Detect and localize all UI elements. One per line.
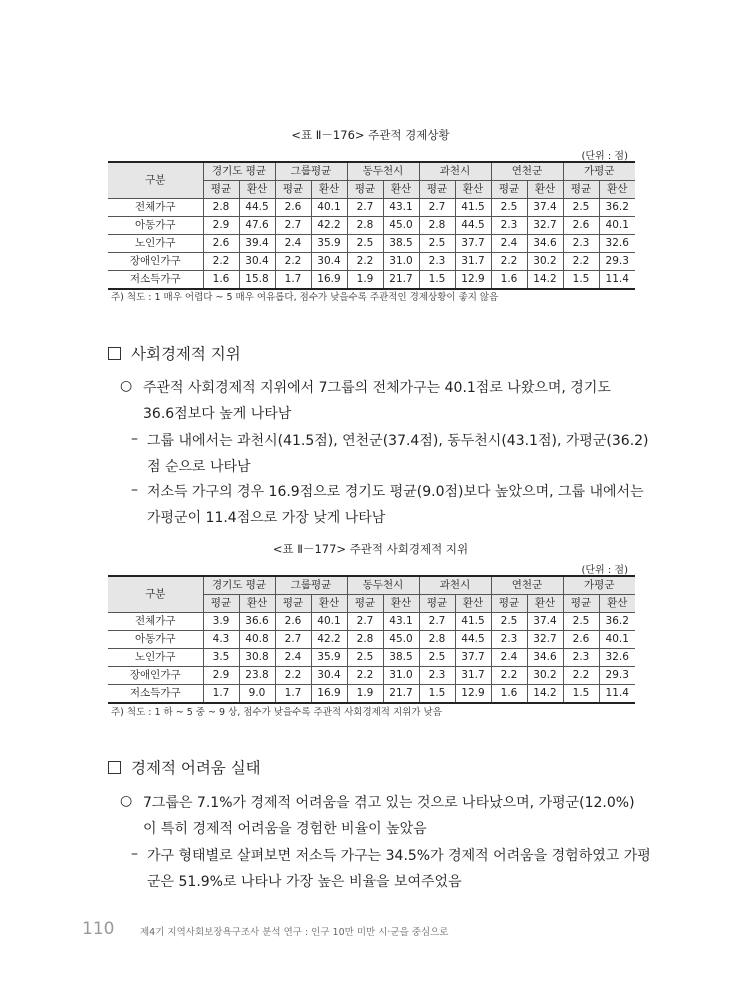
table-row <box>108 613 635 631</box>
table-row <box>108 631 635 649</box>
sub-column-header: 평균 <box>203 181 239 199</box>
table-cell: 30.4 <box>311 253 347 271</box>
table-cell: 44.5 <box>455 631 491 649</box>
table2-caption: <표 Ⅱ－177> 주관적 사회경제적 지위 <box>272 542 469 556</box>
section1-o-line1: 주관적 사회경제적 지위에서 7그룹의 전체가구는 40.1점로 나왔으며, 경기도 <box>143 380 611 396</box>
sub-column-header: 평균 <box>275 595 311 613</box>
table-cell: 2.3 <box>563 235 599 253</box>
table-cell: 11.4 <box>599 271 635 290</box>
table-cell: 2.4 <box>491 235 527 253</box>
table-cell: 30.8 <box>239 649 275 667</box>
column-header: 가평군 <box>563 576 635 595</box>
column-header: 가평군 <box>563 162 635 181</box>
table-cell: 29.3 <box>599 667 635 685</box>
sub-column-header: 평균 <box>347 181 383 199</box>
table-row <box>108 271 635 290</box>
table-cell: 16.9 <box>311 685 347 704</box>
circle-bullet-icon: ○ <box>120 793 133 809</box>
table-cell: 2.3 <box>563 649 599 667</box>
table-row <box>108 235 635 253</box>
table-cell: 37.4 <box>527 199 563 217</box>
table-cell: 2.2 <box>203 253 239 271</box>
table-cell: 38.5 <box>383 649 419 667</box>
table-cell: 2.3 <box>491 631 527 649</box>
table-cell: 1.9 <box>347 685 383 704</box>
column-header: 그룹평균 <box>275 162 347 181</box>
table-cell: 43.1 <box>383 199 419 217</box>
table-cell: 29.3 <box>599 253 635 271</box>
table-cell: 2.8 <box>419 217 455 235</box>
section1-heading <box>108 342 241 364</box>
table-cell: 37.7 <box>455 649 491 667</box>
sub-column-header: 평균 <box>347 595 383 613</box>
table-cell: 2.5 <box>347 235 383 253</box>
table-cell: 9.0 <box>239 685 275 704</box>
table-cell: 38.5 <box>383 235 419 253</box>
table-cell: 3.9 <box>203 613 239 631</box>
table-cell: 1.6 <box>491 685 527 704</box>
table-row <box>108 667 635 685</box>
table-cell: 35.9 <box>311 235 347 253</box>
section2-heading <box>108 756 261 778</box>
table-cell: 1.5 <box>563 271 599 290</box>
table-cell: 2.5 <box>419 649 455 667</box>
table-row <box>108 217 635 235</box>
table2-header <box>108 576 635 613</box>
table-cell: 2.3 <box>419 253 455 271</box>
sub-column-header: 환산 <box>599 595 635 613</box>
table-cell: 34.6 <box>527 235 563 253</box>
table1-note: 주) 척도 : 1 매우 어렵다 ~ 5 매우 여유롭다, 점수가 낮을수록 주관적인 경제상황이 좋지 않음 <box>111 292 499 303</box>
table-cell: 2.2 <box>347 667 383 685</box>
section1-dash1-line2: 점 순으로 나타남 <box>147 459 251 475</box>
table-cell: 2.6 <box>275 613 311 631</box>
table-cell: 41.5 <box>455 199 491 217</box>
column-header: 연천군 <box>491 576 563 595</box>
table-cell: 2.5 <box>563 613 599 631</box>
table-cell: 30.2 <box>527 667 563 685</box>
sub-column-header: 평균 <box>563 595 599 613</box>
table-cell: 36.6 <box>239 613 275 631</box>
table-cell: 2.8 <box>203 199 239 217</box>
page-number: 110 <box>82 919 115 939</box>
section1-dash2-line2: 가평군이 11.4점으로 가장 낮게 나타남 <box>147 510 386 526</box>
table-cell: 2.7 <box>419 199 455 217</box>
table-cell: 2.6 <box>275 199 311 217</box>
table-cell: 3.5 <box>203 649 239 667</box>
sub-column-header: 평균 <box>275 181 311 199</box>
table-cell: 45.0 <box>383 631 419 649</box>
table-cell: 44.5 <box>239 199 275 217</box>
row-label: 장애인가구 <box>108 667 203 685</box>
table-cell: 36.2 <box>599 199 635 217</box>
column-header: 과천시 <box>419 162 491 181</box>
table-cell: 2.3 <box>419 667 455 685</box>
table-cell: 2.8 <box>347 217 383 235</box>
sub-column-header: 환산 <box>527 595 563 613</box>
table-row <box>108 685 635 704</box>
column-header: 경기도 평균 <box>203 576 275 595</box>
table-cell: 30.2 <box>527 253 563 271</box>
sub-column-header: 평균 <box>203 595 239 613</box>
table-cell: 14.2 <box>527 685 563 704</box>
table-cell: 2.4 <box>275 649 311 667</box>
checkbox-square-icon <box>108 761 121 774</box>
footer-text: 제4기 지역사회보장욕구조사 분석 연구 : 인구 10만 미만 시·군을 중심으로 <box>140 927 449 938</box>
header-group-cell: 구분 <box>108 576 203 613</box>
table2-note: 주) 척도 : 1 하 ~ 5 중 ~ 9 상, 점수가 낮을수록 주관적 사회경제적 지위가 낮음 <box>111 707 442 718</box>
row-label: 저소득가구 <box>108 271 203 290</box>
column-header: 동두천시 <box>347 576 419 595</box>
table-cell: 2.5 <box>347 649 383 667</box>
checkbox-square-icon <box>108 347 121 360</box>
table-cell: 32.7 <box>527 217 563 235</box>
sub-column-header: 환산 <box>599 181 635 199</box>
table-cell: 39.4 <box>239 235 275 253</box>
table-cell: 34.6 <box>527 649 563 667</box>
table-cell: 1.7 <box>275 271 311 290</box>
sub-column-header: 환산 <box>527 181 563 199</box>
table-cell: 2.7 <box>275 631 311 649</box>
table2-body <box>108 613 635 704</box>
table-cell: 1.9 <box>347 271 383 290</box>
table-cell: 2.7 <box>347 199 383 217</box>
table-row <box>108 199 635 217</box>
table-cell: 31.7 <box>455 667 491 685</box>
table2 <box>108 575 635 704</box>
table-cell: 2.5 <box>419 235 455 253</box>
table-cell: 2.5 <box>491 199 527 217</box>
table-cell: 31.0 <box>383 253 419 271</box>
sub-column-header: 환산 <box>311 595 347 613</box>
table-cell: 2.2 <box>491 667 527 685</box>
table-cell: 12.9 <box>455 271 491 290</box>
table-cell: 2.9 <box>203 217 239 235</box>
table-cell: 1.5 <box>563 685 599 704</box>
table-cell: 2.2 <box>275 253 311 271</box>
table1-header <box>108 162 635 199</box>
table-cell: 1.7 <box>203 685 239 704</box>
table-cell: 40.1 <box>599 631 635 649</box>
table-cell: 30.4 <box>311 667 347 685</box>
row-label: 아동가구 <box>108 631 203 649</box>
table-cell: 16.9 <box>311 271 347 290</box>
table-cell: 23.8 <box>239 667 275 685</box>
table-cell: 31.7 <box>455 253 491 271</box>
section1-dash1-line1: 그룹 내에서는 과천시(41.5점), 연천군(37.4점), 동두천시(43.1점), 가평군(36.2) <box>147 433 649 449</box>
table-cell: 47.6 <box>239 217 275 235</box>
row-label: 저소득가구 <box>108 685 203 704</box>
row-label: 노인가구 <box>108 235 203 253</box>
table-cell: 2.6 <box>203 235 239 253</box>
sub-column-header: 평균 <box>491 595 527 613</box>
table-cell: 2.5 <box>491 613 527 631</box>
table-cell: 32.6 <box>599 235 635 253</box>
table-row <box>108 649 635 667</box>
table-cell: 32.6 <box>599 649 635 667</box>
row-label: 장애인가구 <box>108 253 203 271</box>
sub-column-header: 환산 <box>383 595 419 613</box>
section2-dash1-line2: 군은 51.9%로 나타나 가장 높은 비율을 보여주었음 <box>147 874 462 890</box>
table-cell: 2.2 <box>275 667 311 685</box>
table-cell: 2.7 <box>419 613 455 631</box>
table-cell: 2.7 <box>275 217 311 235</box>
table-cell: 15.8 <box>239 271 275 290</box>
dash-bullet-icon: – <box>131 846 138 862</box>
sub-column-header: 환산 <box>383 181 419 199</box>
table-cell: 40.1 <box>311 613 347 631</box>
section2-o-line1: 7그룹은 7.1%가 경제적 어려움을 겪고 있는 것으로 나타났으며, 가평군(12.0%) <box>143 795 635 811</box>
section2-o-line2: 이 특히 경제적 어려움을 경험한 비율이 높았음 <box>143 821 427 837</box>
table-cell: 42.2 <box>311 217 347 235</box>
table-cell: 2.5 <box>563 199 599 217</box>
table-cell: 1.6 <box>491 271 527 290</box>
section2-title: 경제적 어려움 실태 <box>131 759 261 777</box>
table-cell: 30.4 <box>239 253 275 271</box>
section2-dash1-line1: 가구 형태별로 살펴보면 저소득 가구는 34.5%가 경제적 어려움을 경험하였고 가평 <box>147 848 651 864</box>
section1-dash2-line1: 저소득 가구의 경우 16.9점으로 경기도 평균(9.0점)보다 높았으며, 그룹 내에서는 <box>147 484 644 500</box>
table-cell: 35.9 <box>311 649 347 667</box>
table-cell: 2.2 <box>563 667 599 685</box>
table-cell: 2.9 <box>203 667 239 685</box>
table-cell: 43.1 <box>383 613 419 631</box>
sub-column-header: 평균 <box>563 181 599 199</box>
table-cell: 41.5 <box>455 613 491 631</box>
table-cell: 42.2 <box>311 631 347 649</box>
row-label: 전체가구 <box>108 613 203 631</box>
table-cell: 1.6 <box>203 271 239 290</box>
table-cell: 40.8 <box>239 631 275 649</box>
table-cell: 14.2 <box>527 271 563 290</box>
table-row <box>108 253 635 271</box>
column-header: 연천군 <box>491 162 563 181</box>
table-cell: 2.2 <box>347 253 383 271</box>
section1-title: 사회경제적 지위 <box>131 345 241 363</box>
sub-column-header: 평균 <box>419 595 455 613</box>
row-label: 아동가구 <box>108 217 203 235</box>
row-label: 전체가구 <box>108 199 203 217</box>
table-cell: 40.1 <box>311 199 347 217</box>
column-header: 과천시 <box>419 576 491 595</box>
sub-column-header: 환산 <box>455 181 491 199</box>
table-cell: 37.4 <box>527 613 563 631</box>
table-cell: 2.2 <box>491 253 527 271</box>
table-cell: 2.4 <box>275 235 311 253</box>
column-header: 그룹평균 <box>275 576 347 595</box>
sub-column-header: 환산 <box>239 181 275 199</box>
table-cell: 31.0 <box>383 667 419 685</box>
dash-bullet-icon: – <box>131 482 138 498</box>
header-group-cell: 구분 <box>108 162 203 199</box>
table-cell: 2.3 <box>491 217 527 235</box>
table-cell: 2.7 <box>347 613 383 631</box>
table2-unit: (단위 : 점) <box>581 565 628 576</box>
table-cell: 2.2 <box>563 253 599 271</box>
table-cell: 2.8 <box>347 631 383 649</box>
circle-bullet-icon: ○ <box>120 378 133 394</box>
table-cell: 21.7 <box>383 685 419 704</box>
table-cell: 2.6 <box>563 217 599 235</box>
table1 <box>108 161 635 290</box>
table-cell: 2.6 <box>563 631 599 649</box>
table-cell: 1.5 <box>419 685 455 704</box>
sub-column-header: 환산 <box>311 181 347 199</box>
table-cell: 32.7 <box>527 631 563 649</box>
sub-column-header: 환산 <box>239 595 275 613</box>
table-cell: 1.5 <box>419 271 455 290</box>
table-cell: 37.7 <box>455 235 491 253</box>
sub-column-header: 환산 <box>455 595 491 613</box>
table-cell: 21.7 <box>383 271 419 290</box>
table1-body <box>108 199 635 290</box>
table-cell: 11.4 <box>599 685 635 704</box>
table-cell: 45.0 <box>383 217 419 235</box>
table-cell: 44.5 <box>455 217 491 235</box>
table-cell: 12.9 <box>455 685 491 704</box>
table-cell: 36.2 <box>599 613 635 631</box>
column-header: 동두천시 <box>347 162 419 181</box>
section1-o-line2: 36.6점보다 높게 나타남 <box>143 406 292 422</box>
table-cell: 40.1 <box>599 217 635 235</box>
row-label: 노인가구 <box>108 649 203 667</box>
table1-caption: <표 Ⅱ－176> 주관적 경제상황 <box>291 128 450 142</box>
table-cell: 2.4 <box>491 649 527 667</box>
sub-column-header: 평균 <box>491 181 527 199</box>
column-header: 경기도 평균 <box>203 162 275 181</box>
table1-unit: (단위 : 점) <box>581 151 628 162</box>
table-cell: 2.8 <box>419 631 455 649</box>
table-cell: 1.7 <box>275 685 311 704</box>
table-cell: 4.3 <box>203 631 239 649</box>
sub-column-header: 평균 <box>419 181 455 199</box>
dash-bullet-icon: – <box>131 431 138 447</box>
